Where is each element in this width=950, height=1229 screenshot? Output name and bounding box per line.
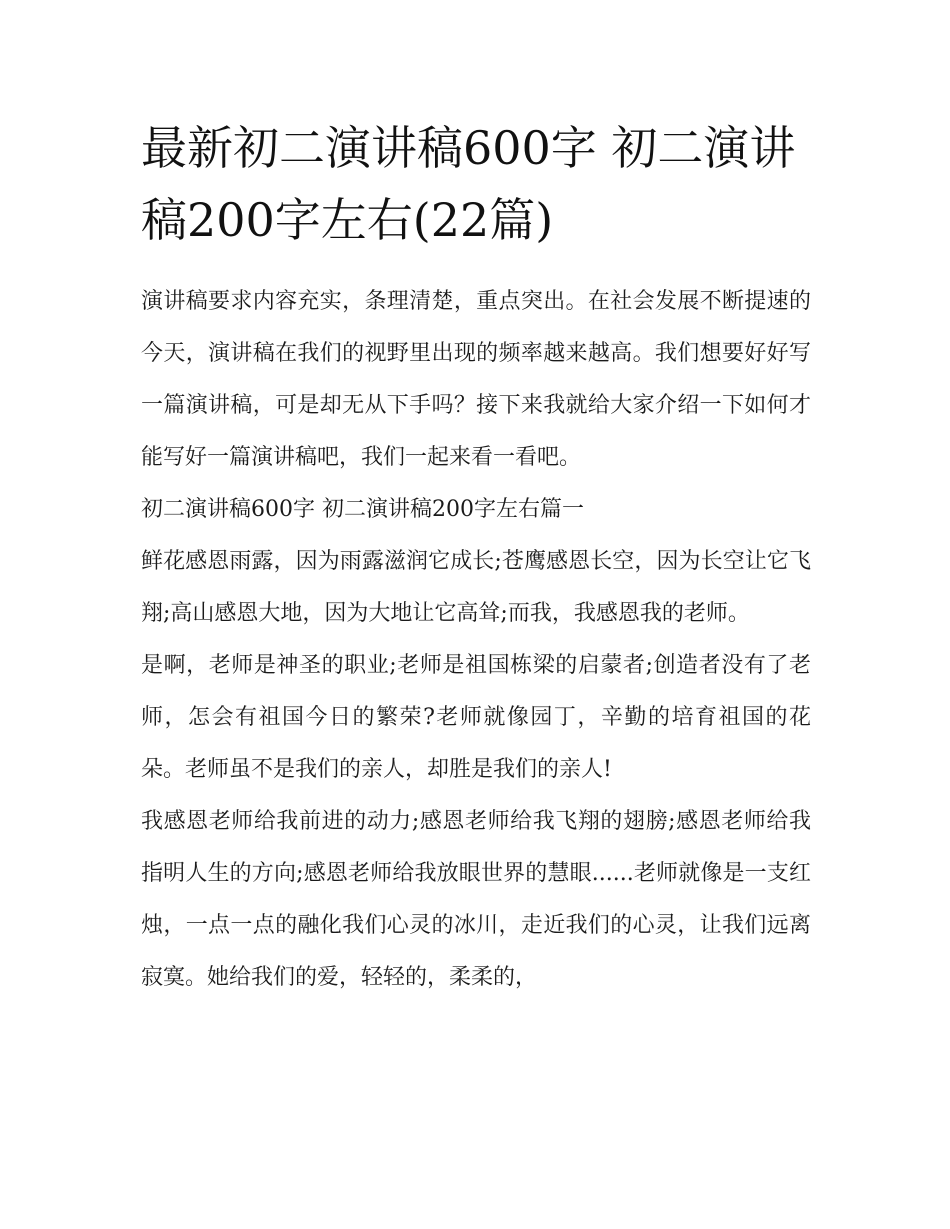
document-title: 最新初二演讲稿600字 初二演讲稿200字左右(22篇)	[141, 121, 796, 247]
body-paragraph: 鲜花感恩雨露，因为雨露滋润它成长;苍鹰感恩长空，因为长空让它飞翔;高山感恩大地，因为大地让它高耸;而我，我感恩我的老师。	[141, 549, 811, 626]
body-paragraph: 是啊，老师是神圣的职业;老师是祖国栋梁的启蒙者;创造者没有了老师，怎会有祖国今日的繁荣?老师就像园丁，辛勤的培育祖国的花朵。老师虽不是我们的亲人，却胜是我们的亲人!	[141, 653, 811, 782]
intro-paragraph: 演讲稿要求内容充实，条理清楚，重点突出。在社会发展不断提速的今天，演讲稿在我们的视野里出现的频率越来越高。我们想要好好写一篇演讲稿，可是却无从下手吗？接下来我就给大家介绍一下如何才能写好一篇演讲稿吧，我们一起来看一看吧。	[141, 289, 811, 470]
document-content	[141, 112, 811, 1004]
section-heading: 初二演讲稿600字 初二演讲稿200字左右篇一	[141, 497, 584, 522]
body-paragraph: 我感恩老师给我前进的动力;感恩老师给我飞翔的翅膀;感恩老师给我指明人生的方向;感恩老师给我放眼世界的慧眼......老师就像是一支红烛，一点一点的融化我们心灵的冰川，走近我们的心灵，让我们远离寂寞。她给我们的爱，轻轻的，柔柔的，	[141, 809, 811, 990]
